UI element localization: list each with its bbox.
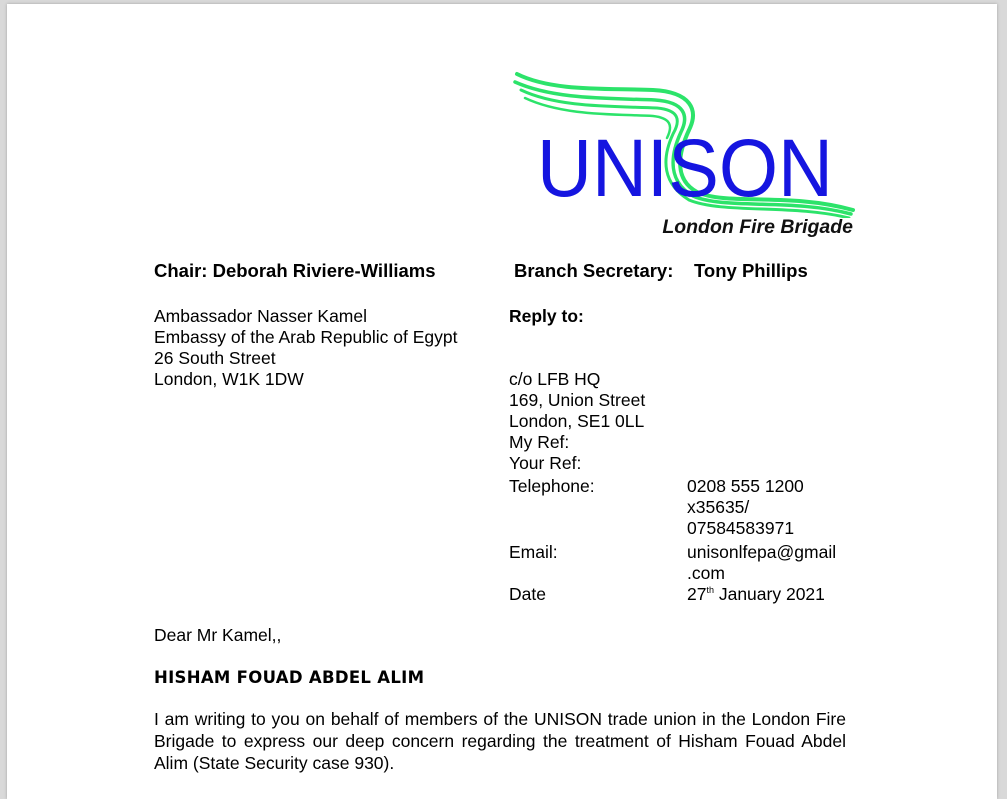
salutation: Dear Mr Kamel,, — [154, 625, 282, 645]
recipient-line: London, W1K 1DW — [154, 369, 304, 389]
email-value — [687, 542, 836, 584]
date-value — [687, 584, 825, 605]
letter-page — [7, 4, 997, 799]
recipient-line: Embassy of the Arab Republic of Egypt — [154, 327, 458, 347]
subject-heading: HISHAM FOUAD ABDEL ALIM — [154, 668, 425, 687]
unison-ribbon-logo-icon — [513, 68, 859, 218]
unison-logo — [513, 68, 859, 244]
unison-wordmark: UNISON — [537, 123, 833, 214]
recipient-line: 26 South Street — [154, 348, 276, 368]
recipient-line: Ambassador Nasser Kamel — [154, 306, 367, 326]
reply-to-label: Reply to: — [509, 306, 584, 326]
date-label: Date — [509, 584, 546, 604]
telephone-line: x35635/ — [687, 497, 750, 517]
telephone-line: 07584583971 — [687, 518, 795, 538]
recipient-address — [154, 306, 458, 390]
telephone-label: Telephone: — [509, 476, 595, 496]
reply-address-line: 169, Union Street — [509, 390, 646, 410]
email-line: unisonlfepa@gmail — [687, 542, 837, 562]
logo-subtitle: London Fire Brigade — [662, 216, 853, 238]
date-day: 27 — [687, 584, 707, 604]
chair-line: Chair: Deborah Riviere-Williams — [154, 260, 436, 281]
reply-address-line: London, SE1 0LL — [509, 411, 645, 431]
body-paragraph: I am writing to you on behalf of members of the UNISON trade union in the London Fire Brigade to express our deep concern regarding the treatment of Hisham Fouad Abdel Alim (State Security case 930). — [154, 709, 846, 773]
branch-secretary-name: Tony Phillips — [694, 260, 808, 281]
reply-address — [509, 369, 645, 474]
your-ref-label: Your Ref: — [509, 453, 582, 473]
reply-address-line: c/o LFB HQ — [509, 369, 601, 389]
email-label: Email: — [509, 542, 558, 562]
date-suffix: th — [706, 585, 714, 596]
telephone-line: 0208 555 1200 — [687, 476, 804, 496]
my-ref-label: My Ref: — [509, 432, 570, 452]
email-line: .com — [687, 563, 725, 583]
branch-secretary-label: Branch Secretary: — [514, 260, 674, 281]
telephone-value — [687, 476, 804, 539]
date-month-year: January 2021 — [713, 584, 825, 604]
